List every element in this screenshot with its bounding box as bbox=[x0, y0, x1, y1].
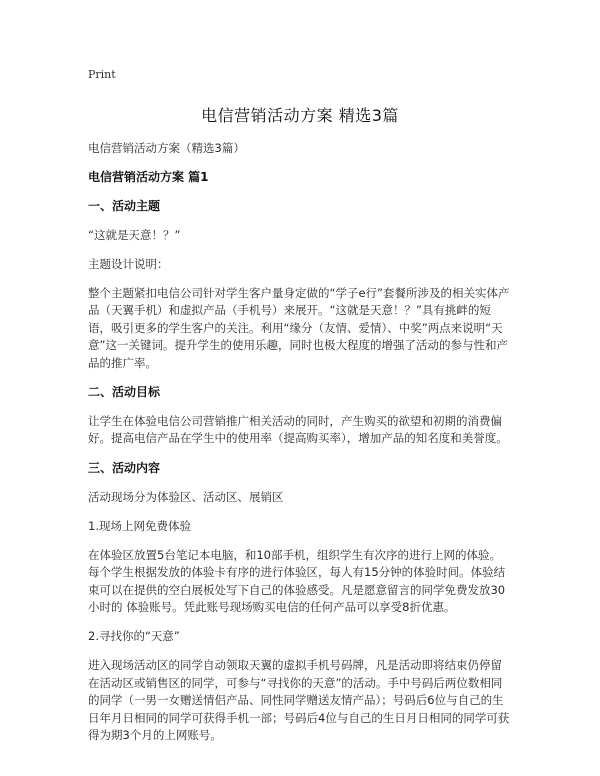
item1-heading: 1.现场上网免费体验 bbox=[88, 518, 191, 533]
theme-quote: “这就是天意！？” bbox=[88, 228, 181, 242]
areas-paragraph: 活动现场分为体验区、活动区、展销区 bbox=[88, 489, 284, 504]
subtitle: 电信营销活动方案（精选3篇） bbox=[88, 141, 245, 155]
design-paragraph: 整个主题紧扣电信公司针对学生客户量身定做的“学子e行”套餐所涉及的相关实体产品（天翼手机）和虚拟产品（手机号）来展开。“这就是天意！？”具有挑衅的短语，吸引更多的学生客户的关注。利用“缘分（友情、爱情）、中奖”两点来说明“天意”这一关键词。提升学生的使用乐趣，同时也极大程度的增强了活动的参与性和产品的推广率。 bbox=[88, 286, 510, 370]
article-heading: 电信营销活动方案 篇1 bbox=[88, 170, 209, 184]
section-heading-theme: 一、活动主题 bbox=[88, 199, 161, 213]
page-title: 电信营销活动方案 精选3篇 bbox=[201, 106, 399, 125]
section-heading-content: 三、活动内容 bbox=[88, 460, 161, 475]
item1-paragraph: 在体验区放置5台笔记本电脑，和10部手机，组织学生有次序的进行上网的体验。每个学生根据发放的体验卡有序的进行体验区，每人有15分钟的体验时间。体验结束可以在提供的空白展板处写下自己的体验感受。凡是愿意留言的同学免费发放30小时的 体验账号。凭此账号现场购买电信的任何产品可以享受8折优惠。 bbox=[88, 547, 506, 615]
section-heading-goal: 二、活动目标 bbox=[88, 385, 161, 400]
item2-paragraph: 进入现场活动区的同学自动领取天翼的虚拟手机号码牌，凡是活动即将结束仍停留在活动区或销售区的同学，可参与“寻找你的天意”的活动。手中号码后两位数相同的同学（一男一女赠送情侣产品、同性同学赠送友情产品）；号码后6位与自己的生日年月日相同的同学可获得手机一部；号码后4位与自己的生日月日相同的同学可获得为期3个月的上网账号。 bbox=[88, 658, 510, 743]
goal-paragraph: 让学生在体验电信公司营销推广相关活动的同时，产生购买的欲望和初期的消费偏好。提高电信产品在学生中的使用率（提高购买率），增加产品的知名度和美誉度。 bbox=[88, 414, 508, 446]
design-label: 主题设计说明： bbox=[88, 257, 169, 271]
item2-heading: 2.寻找你的“天意” bbox=[88, 629, 180, 644]
print-label: Print bbox=[88, 68, 116, 81]
